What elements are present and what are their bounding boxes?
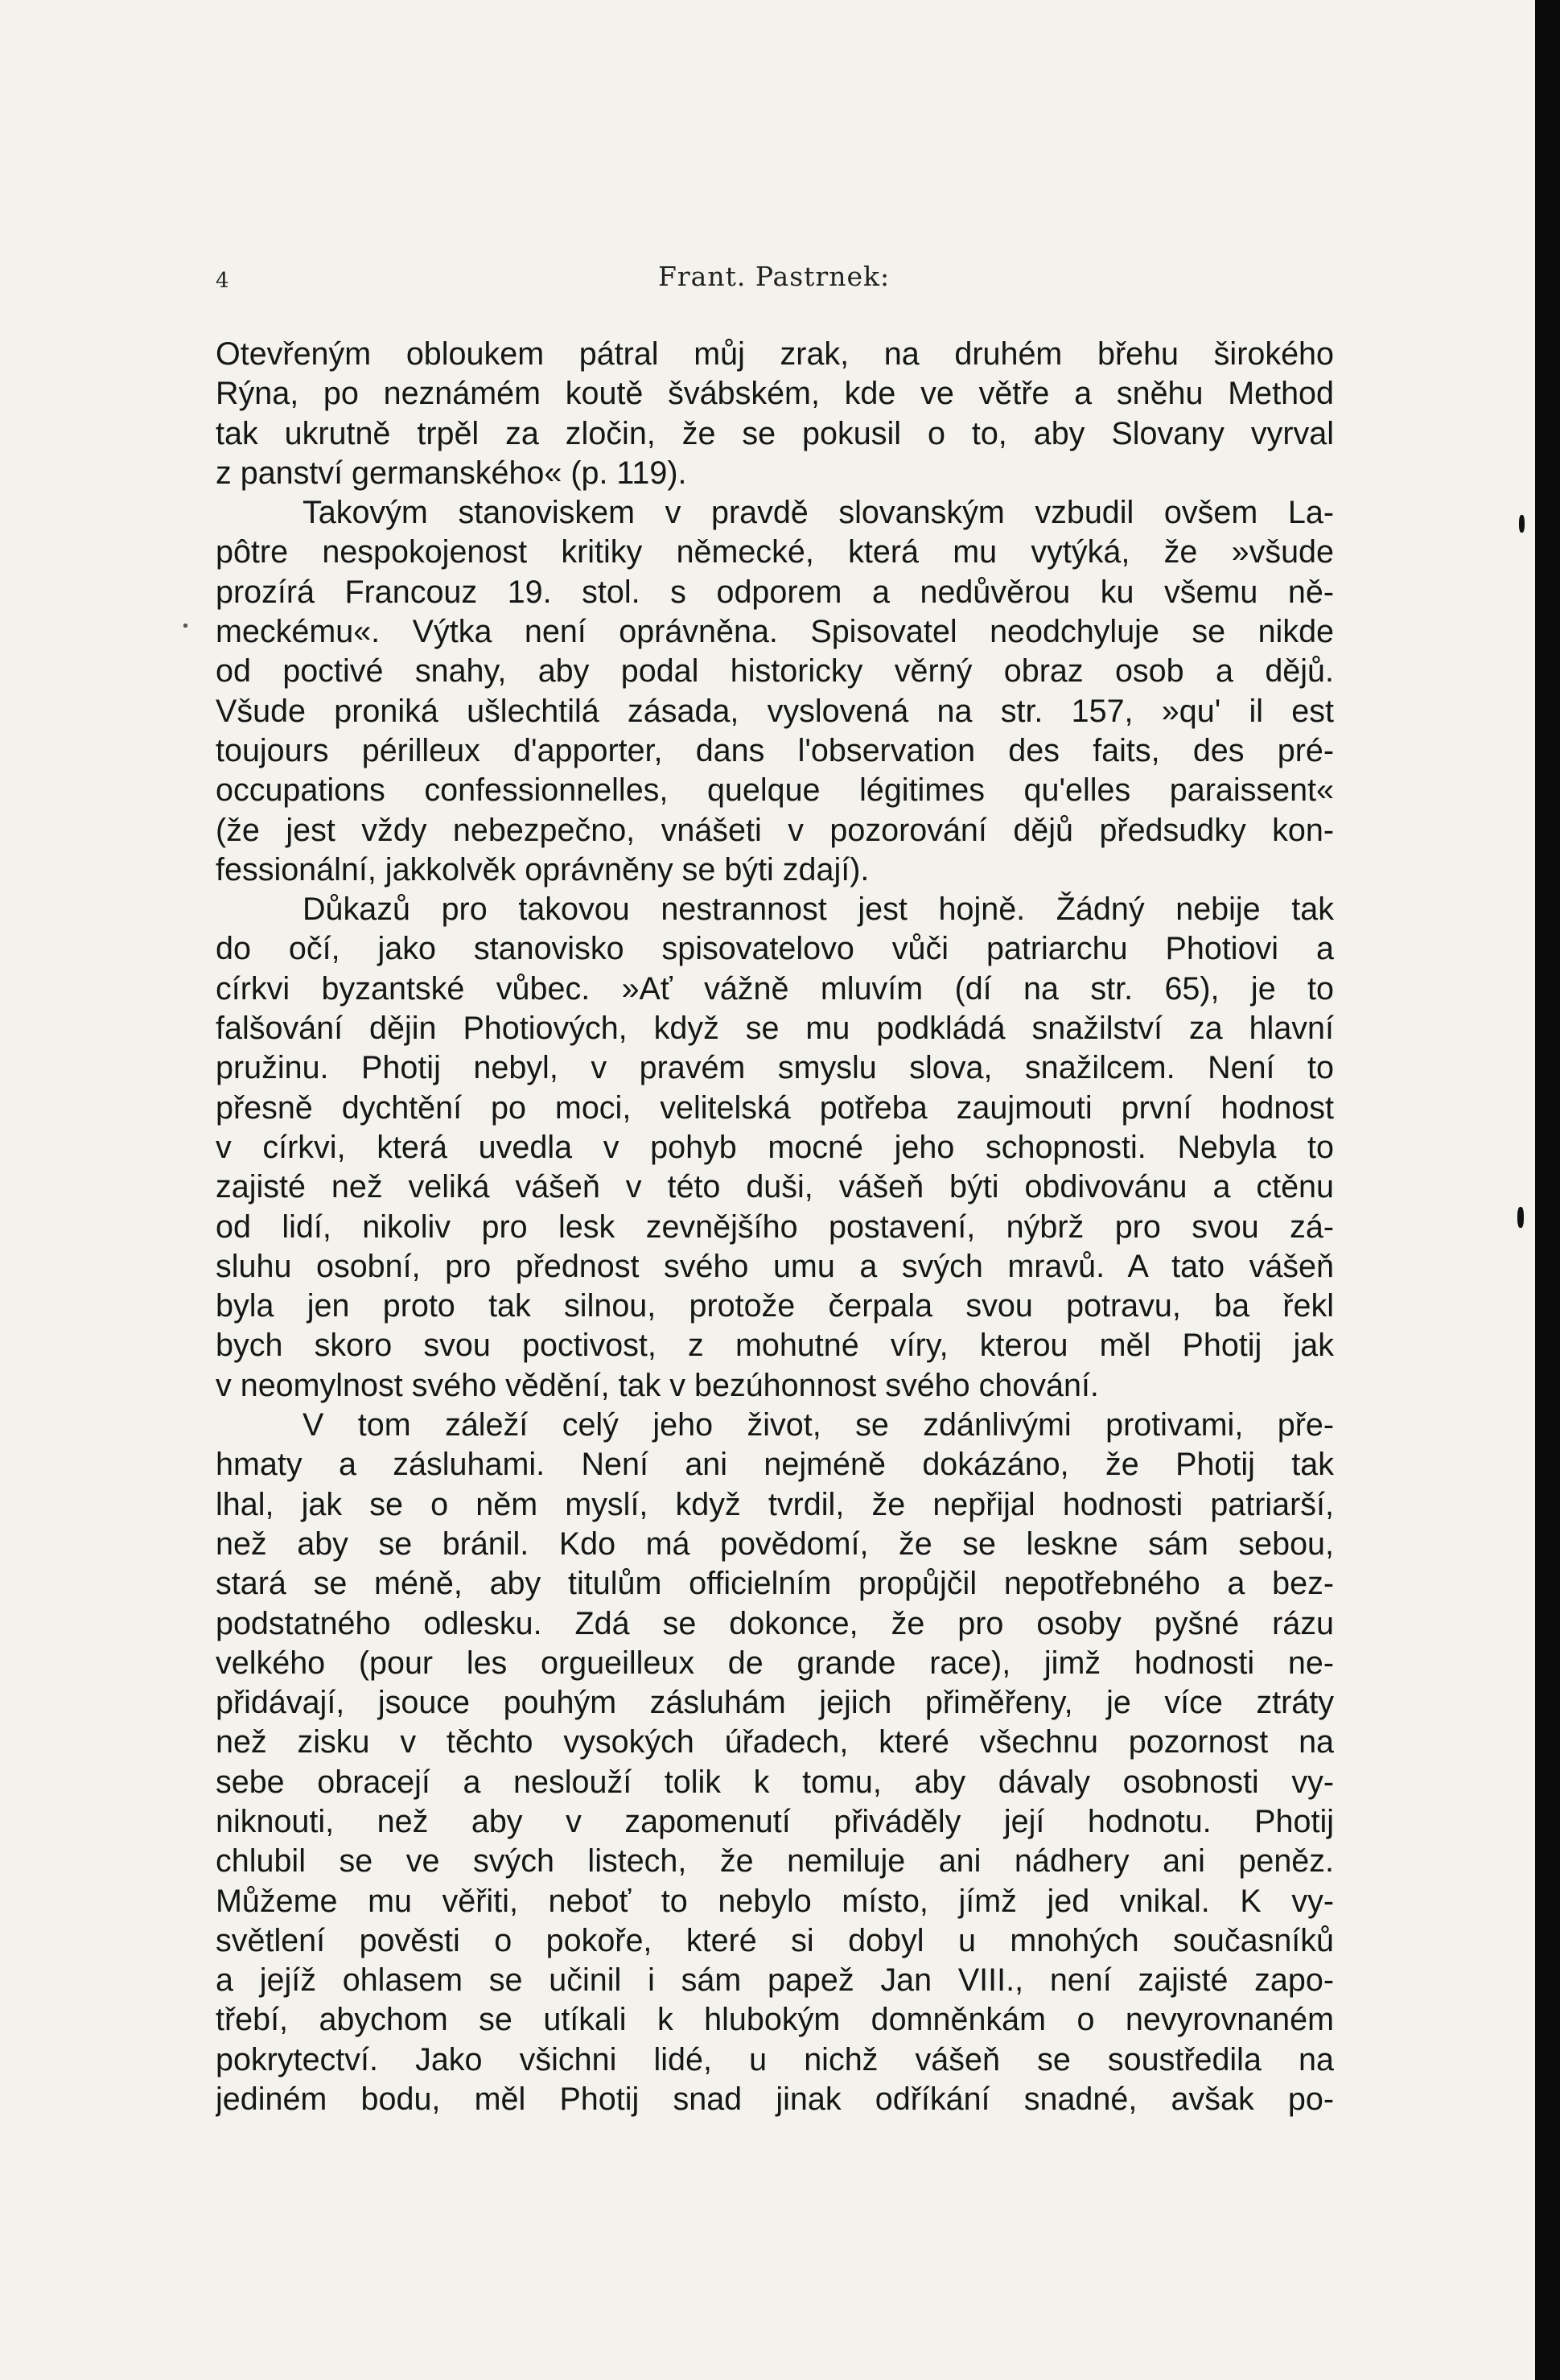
text-line: Rýna, po neznámém koutě švábském, kde ve větře a sněhu Method <box>216 376 1334 412</box>
text-line: Všude proniká ušlechtilá zásada, vyslovená na str. 157, »qu' il est <box>216 693 1334 729</box>
text-line: světlení pověsti o pokoře, které si dobyl u mnohých současníků <box>216 1922 1334 1958</box>
text-line: pôtre nespokojenost kritiky německé, která mu vytýká, že »všude <box>216 534 1334 570</box>
text-line: jediném bodu, měl Photij snad jinak odříkání snadné, avšak po- <box>216 2081 1334 2118</box>
text-line: prozírá Francouz 19. stol. s odporem a nedůvěrou ku všemu ně- <box>216 574 1334 610</box>
text-line: třebí, abychom se utíkali k hlubokým domněnkám o nevyrovnaném <box>216 2002 1334 2038</box>
text-line: pružinu. Photij nebyl, v pravém smyslu slova, snažilcem. Není to <box>216 1050 1334 1086</box>
text-line: přesně dychtění po moci, velitelská potřeba zaujmouti první hodnost <box>216 1089 1334 1126</box>
text-line: z panství germanského« (p. 119). <box>216 455 687 491</box>
text-line: velkého (pour les orgueilleux de grande race), jimž hodnosti ne- <box>216 1645 1334 1681</box>
text-line: církvi byzantské vůbec. »Ať vážně mluvím (dí na str. 65), je to <box>216 970 1334 1007</box>
text-line: přidávají, jsouce pouhým zásluhám jejich přiměřeny, je více ztráty <box>216 1685 1334 1721</box>
page-number: 4 <box>216 269 229 293</box>
scan-speck <box>183 624 187 628</box>
text-line: tak ukrutně trpěl za zločin, že se pokusil o to, aby Slovany vyrval <box>216 415 1334 451</box>
running-head: Frant. Pastrnek: <box>658 261 891 292</box>
text-line: chlubil se ve svých listech, že nemiluje ani nádhery ani peněz. <box>216 1843 1334 1880</box>
text-line: zajisté než veliká vášeň v této duši, vášeň býti obdivovánu a ctěnu <box>216 1169 1334 1205</box>
text-line: meckému«. Výtka není oprávněna. Spisovatel neodchyluje se nikde <box>216 614 1334 650</box>
scan-speck <box>1519 515 1525 533</box>
text-line: v neomylnost svého vědění, tak v bezúhonnost svého chování. <box>216 1367 1099 1403</box>
text-line: než aby se bránil. Kdo má povědomí, že se leskne sám sebou, <box>216 1526 1334 1562</box>
text-line: fessionální, jakkolvěk oprávněny se býti zdají). <box>216 851 870 887</box>
paragraph-1 <box>216 335 1334 493</box>
text-line: (že jest vždy nebezpečno, vnášeti v pozorování dějů předsudky kon- <box>216 812 1334 848</box>
text-line: podstatného odlesku. Zdá se dokonce, že pro osoby pyšné rázu <box>216 1605 1334 1641</box>
text-line: V tom záleží celý jeho život, se zdánlivými protivami, pře- <box>303 1407 1334 1443</box>
paragraph-3 <box>216 890 1334 1406</box>
text-line: než zisku v těchto vysokých úřadech, které všechnu pozornost na <box>216 1724 1334 1760</box>
text-line: occupations confessionnelles, quelque légitimes qu'elles paraissent« <box>216 772 1334 809</box>
text-line: toujours périlleux d'apporter, dans l'observation des faits, des pré- <box>216 732 1334 768</box>
text-line: byla jen proto tak silnou, protože čerpala svou potravu, ba řekl <box>216 1288 1334 1324</box>
text-line: sluhu osobní, pro přednost svého umu a svých mravů. A tato vášeň <box>216 1248 1334 1284</box>
text-line: od poctivé snahy, aby podal historicky věrný obraz osob a dějů. <box>216 653 1334 690</box>
text-line: hmaty a zásluhami. Není ani nejméně dokázáno, že Photij tak <box>216 1447 1334 1483</box>
text-line: Důkazů pro takovou nestrannost jest hojně. Žádný nebije tak <box>303 891 1334 928</box>
text-line: sebe obracejí a neslouží tolik k tomu, aby dávaly osobnosti vy- <box>216 1764 1334 1800</box>
text-line: lhal, jak se o něm myslí, když tvrdil, že nepřijal hodnosti patriarší, <box>216 1486 1334 1522</box>
scan-speck <box>1517 1207 1524 1228</box>
text-line: bych skoro svou poctivost, z mohutné víry, kterou měl Photij jak <box>216 1328 1334 1364</box>
text-line: Můžeme mu věřiti, neboť to nebylo místo, jímž jed vnikal. K vy- <box>216 1883 1334 1919</box>
text-line: v církvi, která uvedla v pohyb mocné jeho schopnosti. Nebyla to <box>216 1129 1334 1165</box>
text-line: a jejíž ohlasem se učinil i sám papež Jan VIII., není zajisté zapo- <box>216 1962 1334 1999</box>
text-line: od lidí, nikoliv pro lesk zevnějšího postavení, nýbrž pro svou zá- <box>216 1209 1334 1245</box>
scan-border <box>1535 0 1560 2380</box>
body-text <box>216 335 1334 2119</box>
page-header <box>216 261 1334 301</box>
text-line: falšování dějin Photiových, když se mu podkládá snažilství za hlavní <box>216 1011 1334 1047</box>
paragraph-4 <box>216 1406 1334 2119</box>
text-line: niknouti, než aby v zapomenutí přiváděly její hodnotu. Photij <box>216 1803 1334 1839</box>
text-line: do očí, jako stanovisko spisovatelovo vůči patriarchu Photiovi a <box>216 931 1334 967</box>
text-line: Otevřeným obloukem pátral můj zrak, na druhém břehu širokého <box>216 336 1334 372</box>
paragraph-2 <box>216 493 1334 890</box>
text-line: pokrytectví. Jako všichni lidé, u nichž vášeň se soustředila na <box>216 2041 1334 2077</box>
text-line: stará se méně, aby titulům officielním propůjčil nepotřebného a bez- <box>216 1566 1334 1602</box>
text-line: Takovým stanoviskem v pravdě slovanským vzbudil ovšem La- <box>303 495 1334 531</box>
